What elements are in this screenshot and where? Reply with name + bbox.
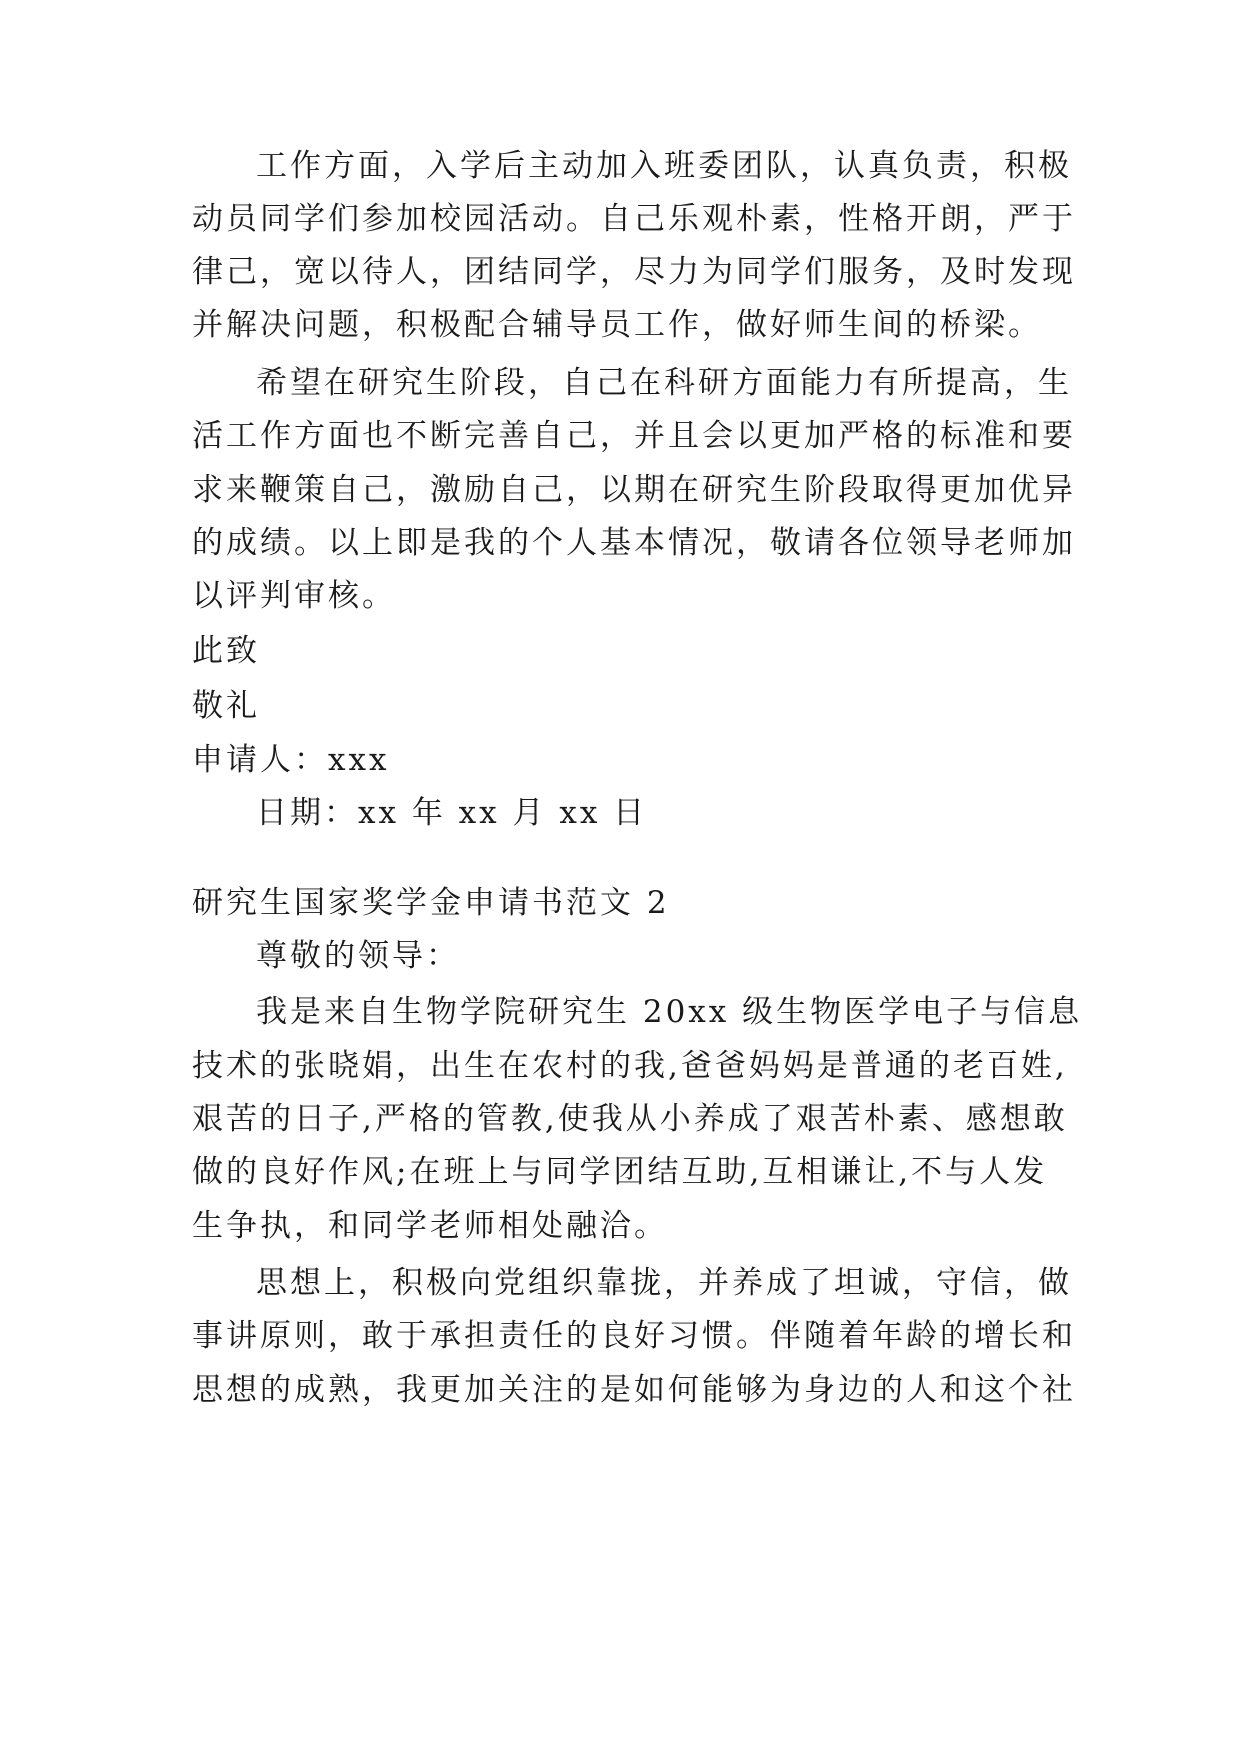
para3-line-5: 生争执，和同学老师相处融洽。 — [192, 1208, 668, 1244]
para3-line-1: 我是来自生物学院研究生 20xx 级生物医学电子与信息 — [256, 994, 1083, 1030]
section-title: 研究生国家奖学金申请书范文 2 — [192, 885, 670, 921]
para1-line-2: 动员同学们参加校园活动。自己乐观朴素，性格开朗，严于 — [192, 201, 1076, 237]
para1-line-4: 并解决问题，积极配合辅导员工作，做好师生间的桥梁。 — [192, 307, 1042, 343]
para4-line-1: 思想上，积极向党组织靠拢，并养成了坦诚，守信，做 — [256, 1265, 1072, 1301]
applicant-line: 申请人：xxx — [192, 742, 390, 778]
para2-line-5: 以评判审核。 — [192, 578, 396, 614]
closing-jingli: 敬礼 — [192, 688, 260, 724]
para2-line-2: 活工作方面也不断完善自己，并且会以更加严格的标准和要 — [192, 418, 1076, 454]
para2-line-3: 求来鞭策自己，激励自己，以期在研究生阶段取得更加优异 — [192, 472, 1076, 508]
para1-line-1: 工作方面，入学后主动加入班委团队，认真负责，积极 — [256, 148, 1072, 184]
salutation: 尊敬的领导： — [256, 938, 460, 974]
para3-line-3: 艰苦的日子,严格的管教,使我从小养成了艰苦朴素、感想敢 — [192, 1101, 1068, 1137]
para2-line-1: 希望在研究生阶段，自己在科研方面能力有所提高，生 — [256, 365, 1072, 401]
date-line: 日期：xx 年 xx 月 xx 日 — [256, 795, 648, 831]
para4-line-3: 思想的成熟，我更加关注的是如何能够为身边的人和这个社 — [192, 1372, 1076, 1408]
document-body — [192, 0, 1083, 1754]
para1-line-3: 律己，宽以待人，团结同学，尽力为同学们服务，及时发现 — [192, 254, 1076, 290]
closing-cizhi: 此致 — [192, 633, 260, 669]
para3-line-4: 做的良好作风;在班上与同学团结互助,互相谦让,不与人发 — [192, 1154, 1048, 1190]
para2-line-4: 的成绩。以上即是我的个人基本情况，敬请各位领导老师加 — [192, 525, 1076, 561]
para3-line-2: 技术的张晓娟，出生在农村的我,爸爸妈妈是普通的老百姓, — [192, 1048, 1068, 1084]
para4-line-2: 事讲原则，敢于承担责任的良好习惯。伴随着年龄的增长和 — [192, 1318, 1076, 1354]
